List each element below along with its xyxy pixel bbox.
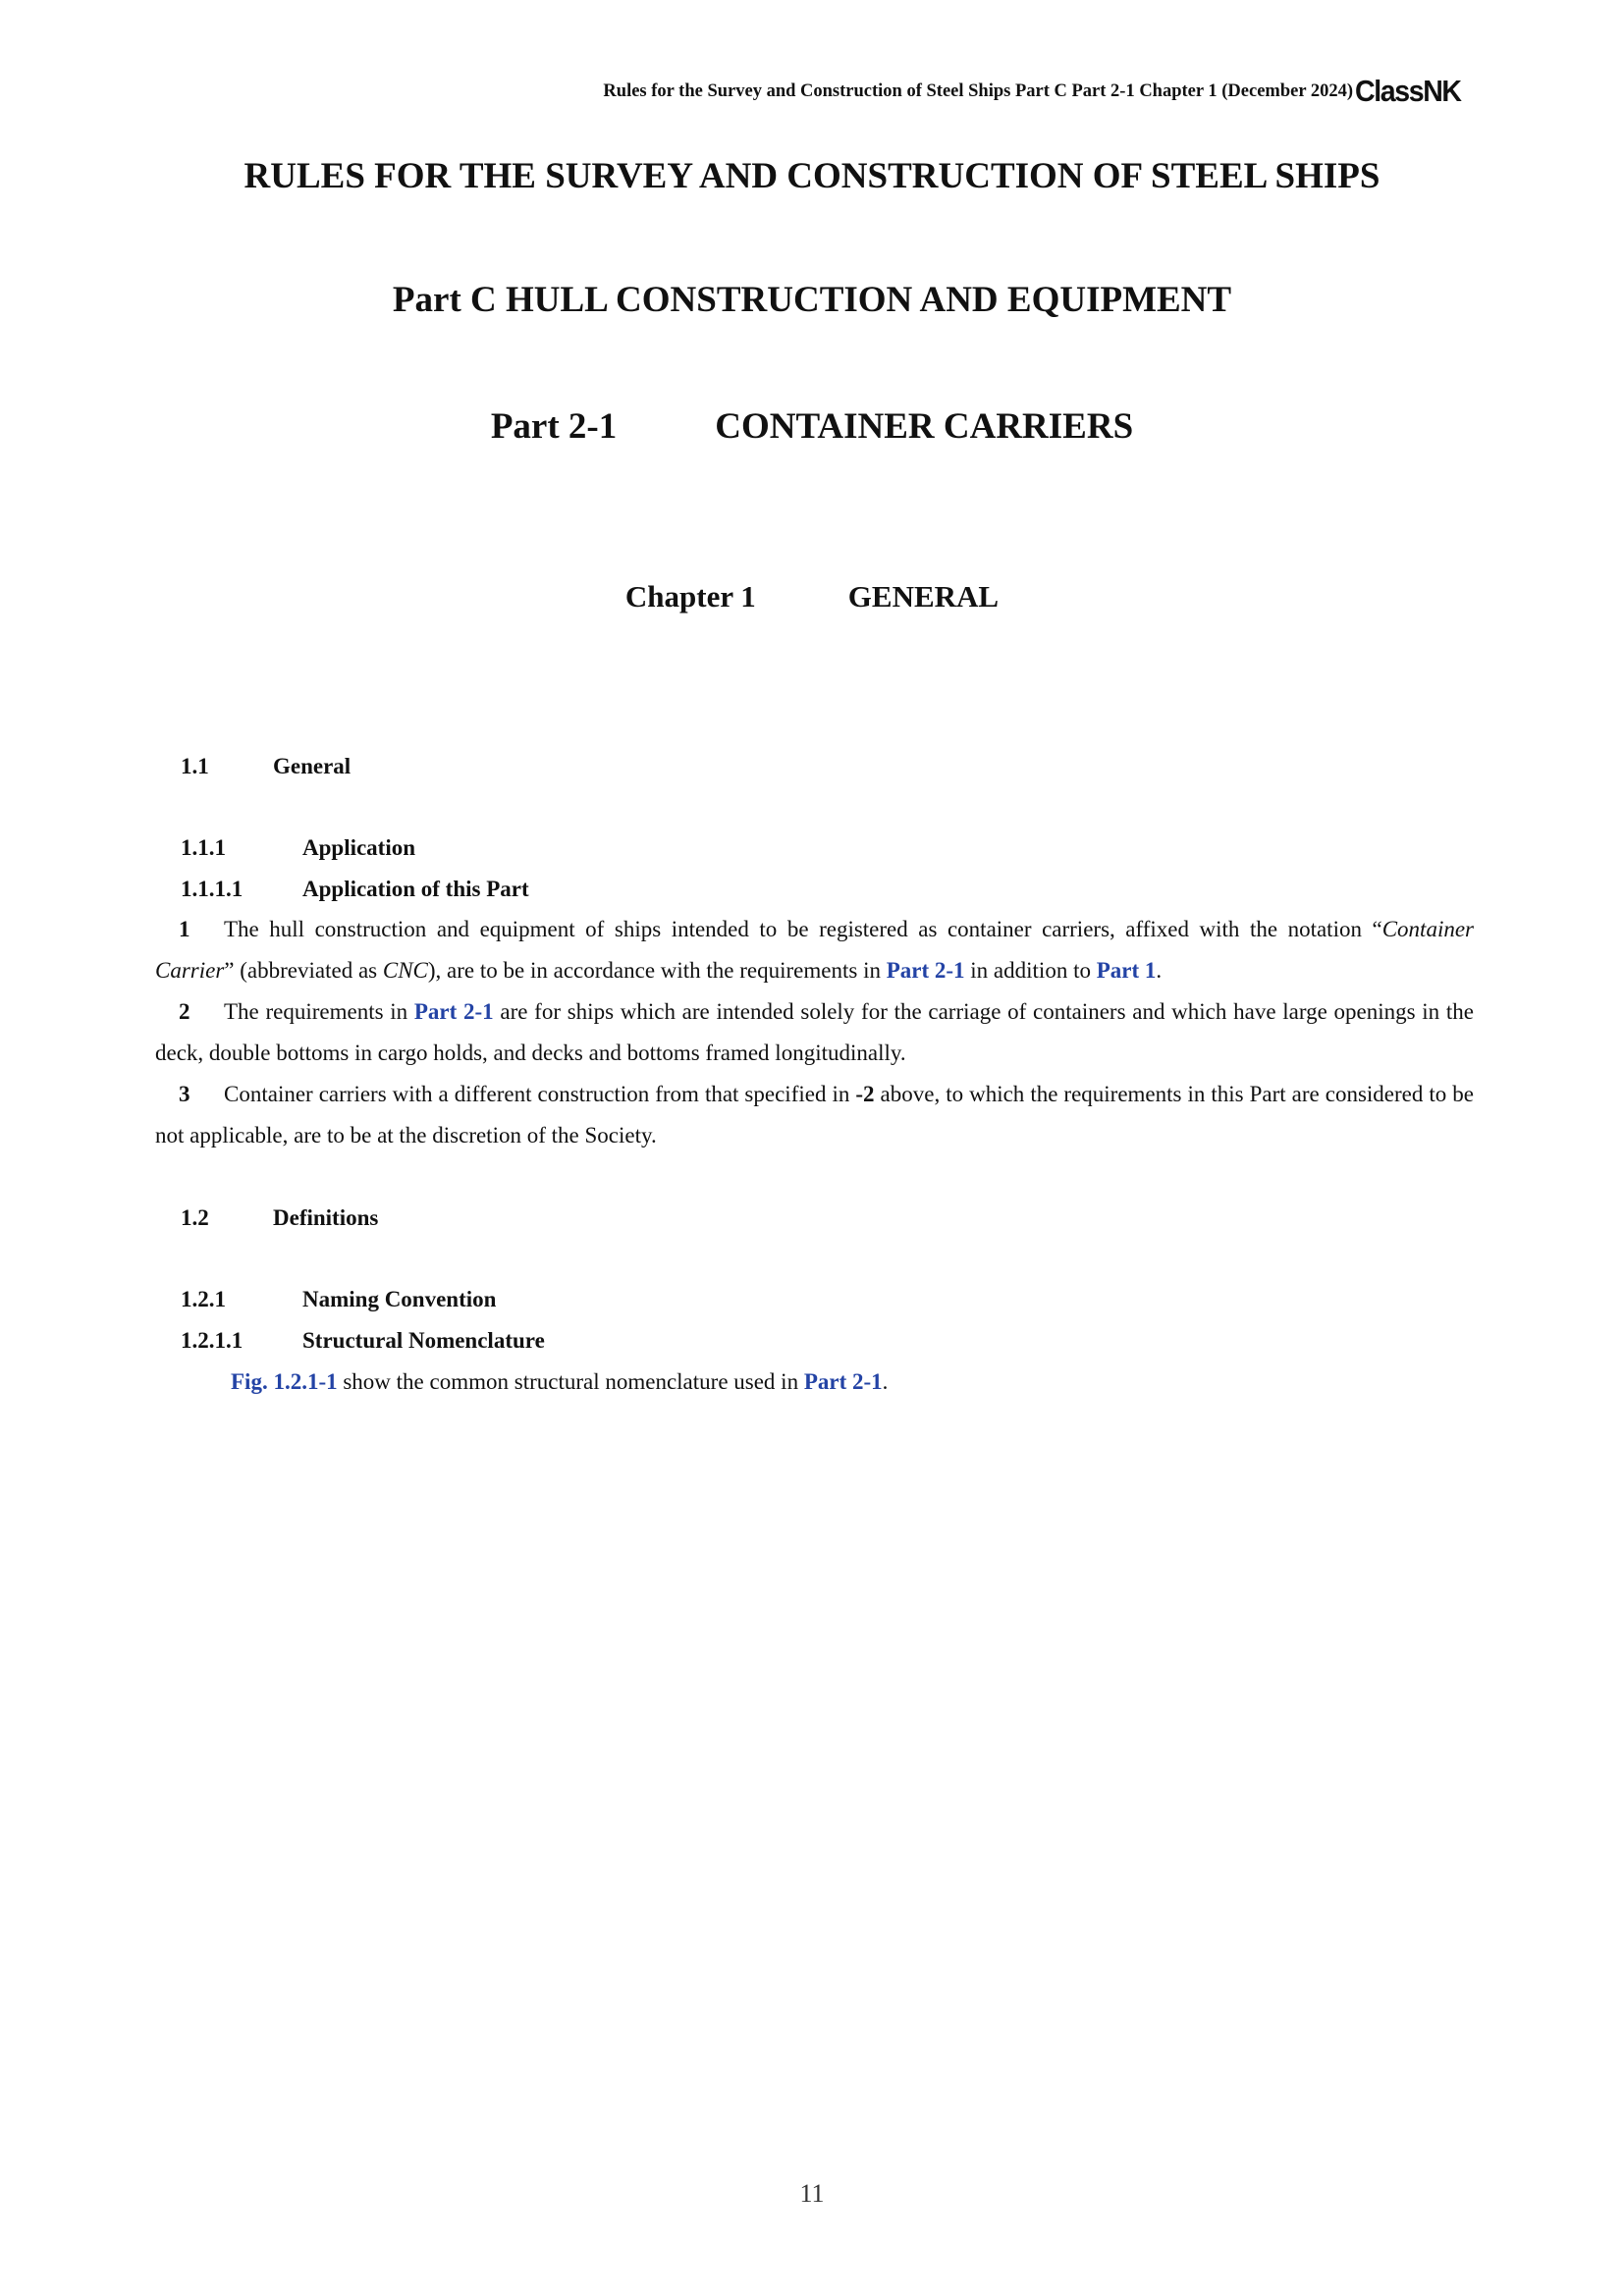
section-number: 1.2	[181, 1205, 209, 1230]
section-label: Structural Nomenclature	[302, 1328, 545, 1353]
section-label: Application	[302, 835, 416, 860]
section-number: 1.1	[181, 754, 209, 778]
paragraph-number: 1	[179, 917, 190, 941]
chapter-title	[0, 579, 1624, 614]
paragraph-text: ), are to be in accordance with the requirements in	[427, 958, 887, 983]
paragraph-number: 2	[179, 999, 190, 1024]
section-number: 1.1.1.1	[181, 877, 244, 901]
paragraph-2	[155, 991, 1474, 1074]
classnk-logo: ClassNK	[1355, 74, 1461, 108]
paragraph-text: .	[1156, 958, 1163, 983]
paragraph-text: The requirements in	[224, 999, 414, 1024]
paragraph-structural-nomenclature	[231, 1369, 888, 1395]
page-number: 11	[799, 2179, 825, 2208]
paragraph-1	[155, 909, 1474, 991]
link-part-2-1[interactable]: Part 2-1	[803, 1369, 883, 1394]
paragraph-text: are for ships which are intended solely for the carriage of containers and which have large openings in the deck, double bottoms in cargo holds, and decks and bottoms framed longitudinally.	[155, 999, 1474, 1065]
paragraph-text: above, to which the requirements in this Part are considered to be not applicable, are to be at the discretion of the Society.	[155, 1082, 1474, 1148]
chapter-number: Chapter 1	[624, 579, 756, 614]
running-header: Rules for the Survey and Construction of Steel Ships Part C Part 2-1 Chapter 1 (December 2024)	[603, 81, 1353, 101]
subpart-number: Part 2-1	[490, 406, 618, 447]
section-label: Definitions	[273, 1205, 379, 1230]
paragraph-text: in addition to	[964, 958, 1097, 983]
paragraph-text: The hull construction and equipment of ships intended to be registered as container carriers, affixed with the notation “	[224, 917, 1382, 941]
section-number: 1.2.1.1	[181, 1328, 244, 1353]
notation-abbreviation: CNC	[382, 958, 428, 983]
subpart-name: CONTAINER CARRIERS	[715, 406, 1134, 447]
paragraph-reference: -2	[855, 1082, 875, 1106]
section-number: 1.1.1	[181, 835, 226, 860]
link-part-1[interactable]: Part 1	[1096, 958, 1157, 983]
paragraph-3	[155, 1074, 1474, 1156]
part-title: Part C HULL CONSTRUCTION AND EQUIPMENT	[392, 280, 1232, 320]
section-label: Application of this Part	[302, 877, 529, 901]
section-label: General	[273, 754, 352, 778]
link-part-2-1[interactable]: Part 2-1	[413, 999, 494, 1024]
link-fig-1-2-1-1[interactable]: Fig. 1.2.1-1	[231, 1369, 338, 1394]
paragraph-text: Container carriers with a different construction from that specified in	[224, 1082, 856, 1106]
paragraph-number: 3	[179, 1082, 190, 1106]
section-label: Naming Convention	[302, 1287, 497, 1311]
link-part-2-1[interactable]: Part 2-1	[886, 958, 965, 983]
subpart-title	[0, 405, 1624, 448]
paragraph-text: .	[882, 1369, 889, 1394]
paragraph-text: ” (abbreviated as	[224, 958, 383, 983]
notation-text: Container Carrier	[155, 917, 1474, 983]
section-number: 1.2.1	[181, 1287, 226, 1311]
document-title: RULES FOR THE SURVEY AND CONSTRUCTION OF STEEL SHIPS	[244, 156, 1380, 196]
chapter-name: GENERAL	[847, 579, 1000, 614]
paragraph-text: show the common structural nomenclature used in	[337, 1369, 804, 1394]
